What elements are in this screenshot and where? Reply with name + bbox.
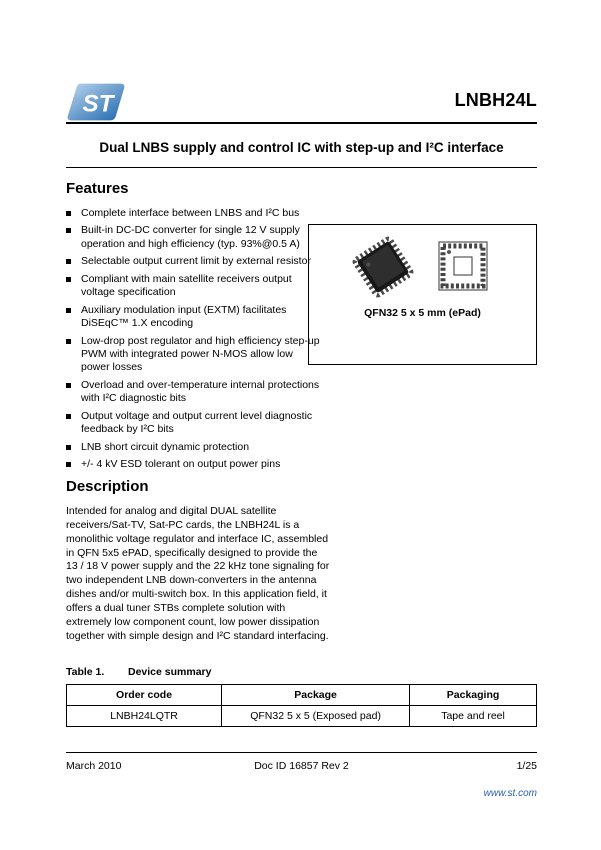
part-number: LNBH24L bbox=[454, 90, 537, 110]
square-bullet-icon bbox=[66, 211, 71, 216]
features-heading: Features bbox=[66, 180, 129, 197]
footer bbox=[66, 760, 537, 772]
description-text: Intended for analog and digital DUAL satellite receivers/Sat-TV, Sat-PC cards, the LNBH24L is a monolithic voltage regulator and interface IC, assembled in QFN 5x5 ePAD, specifically designed to provide the 13 / 18 V power supply and the 22 kHz tone signaling for two independent LNB down-converters in the antenna dishes and/or multi-switch box. In this application field, it offers a dual tuner STBs complete solution with extremely low component count, low power dissipation together with simple design and I²C standard interfacing. bbox=[66, 505, 330, 642]
square-bullet-icon bbox=[66, 414, 71, 419]
footer-page-number: 1/25 bbox=[516, 760, 537, 772]
square-bullet-icon bbox=[66, 445, 71, 450]
package-caption: QFN32 5 x 5 mm (ePad) bbox=[364, 307, 481, 319]
feature-text: Complete interface between LNBS and I²C bus bbox=[81, 207, 300, 219]
title-rule bbox=[66, 167, 537, 168]
document-title: Dual LNBS supply and control IC with step-up and I²C interface bbox=[99, 140, 504, 155]
feature-item bbox=[66, 410, 324, 437]
feature-text: Built-in DC-DC converter for single 12 V supply operation and high efficiency (typ. 93%@0.5 A) bbox=[81, 224, 300, 250]
square-bullet-icon bbox=[66, 308, 71, 313]
description-section bbox=[66, 478, 330, 644]
header-rule bbox=[66, 122, 537, 124]
feature-text: Auxiliary modulation input (EXTM) facilitates DiSEqC™ 1.X encoding bbox=[81, 303, 287, 330]
feature-text: Overload and over-temperature internal protections with I²C diagnostic bits bbox=[81, 378, 320, 405]
cell-order-code: LNBH24LQTR bbox=[67, 706, 222, 727]
feature-text: Output voltage and output current level diagnostic feedback by I²C bits bbox=[81, 409, 313, 436]
feature-item bbox=[66, 379, 324, 406]
square-bullet-icon bbox=[66, 228, 71, 233]
footer-date: March 2010 bbox=[66, 760, 122, 772]
features-section bbox=[66, 180, 324, 475]
square-bullet-icon bbox=[66, 259, 71, 264]
square-bullet-icon bbox=[66, 383, 71, 388]
feature-item bbox=[66, 273, 324, 300]
square-bullet-icon bbox=[66, 339, 71, 344]
device-summary-table bbox=[66, 684, 537, 727]
feature-item bbox=[66, 224, 324, 251]
device-summary-section bbox=[66, 666, 537, 727]
qfn32-chip-image bbox=[343, 233, 503, 304]
square-bullet-icon bbox=[66, 277, 71, 282]
column-header-packaging: Packaging bbox=[410, 685, 537, 706]
features-list bbox=[66, 207, 324, 471]
table-caption-title: Device summary bbox=[128, 666, 212, 678]
feature-text: Low-drop post regulator and high efficiency step-up PWM with integrated power N-MOS allow low power losses bbox=[81, 334, 320, 374]
table-caption bbox=[66, 666, 537, 678]
description-heading: Description bbox=[66, 478, 149, 495]
feature-item bbox=[66, 255, 324, 268]
square-bullet-icon bbox=[66, 462, 71, 467]
cell-packaging: Tape and reel bbox=[410, 706, 537, 727]
st-website-link[interactable]: www.st.com bbox=[483, 788, 537, 799]
feature-text: Selectable output current limit by external resistor bbox=[81, 255, 311, 268]
package-figure bbox=[308, 224, 537, 365]
feature-item bbox=[66, 304, 324, 331]
feature-item bbox=[66, 458, 324, 471]
st-logo-icon bbox=[66, 82, 126, 127]
feature-text: Compliant with main satellite receivers output voltage specification bbox=[81, 272, 292, 299]
table-header-row bbox=[67, 685, 537, 706]
column-header-package: Package bbox=[222, 685, 410, 706]
feature-item bbox=[66, 335, 324, 375]
footer-rule bbox=[66, 752, 537, 753]
feature-text: +/- 4 kV ESD tolerant on output power pins bbox=[81, 458, 281, 470]
feature-item bbox=[66, 207, 324, 220]
cell-package: QFN32 5 x 5 (Exposed pad) bbox=[222, 706, 410, 727]
feature-item bbox=[66, 441, 324, 454]
svg-text:ST: ST bbox=[82, 90, 114, 118]
footer-doc-id: Doc ID 16857 Rev 2 bbox=[254, 760, 349, 772]
table-row bbox=[67, 706, 537, 727]
feature-text: LNB short circuit dynamic protection bbox=[81, 440, 250, 453]
table-caption-label: Table 1. bbox=[66, 666, 105, 678]
column-header-order-code: Order code bbox=[67, 685, 222, 706]
